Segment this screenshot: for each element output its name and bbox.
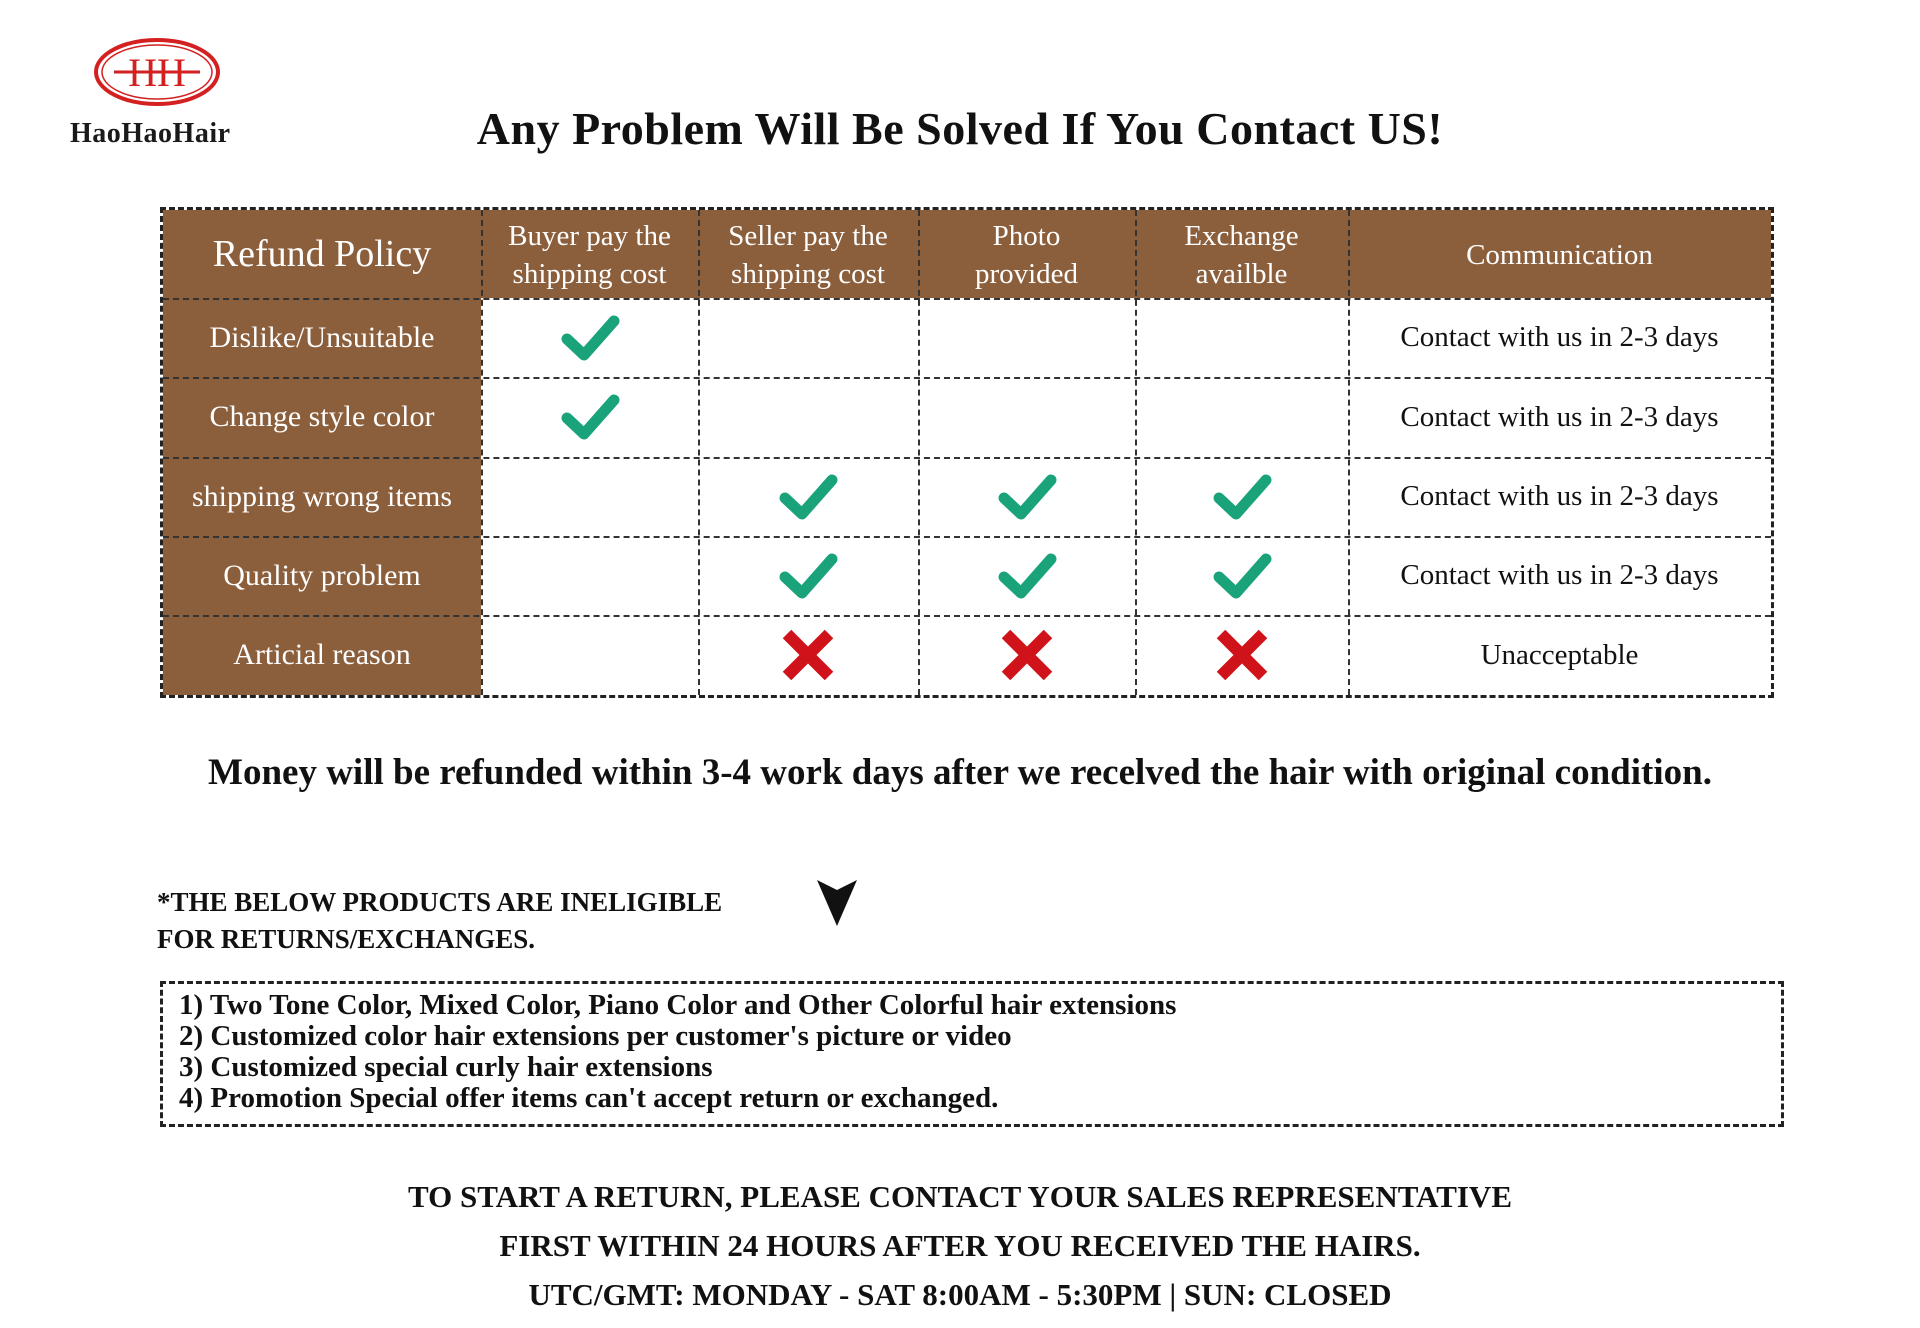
buyer-pay-mark-cell xyxy=(481,298,698,377)
row-label: shipping wrong items xyxy=(192,479,452,513)
business-hours: UTC/GMT: MONDAY - SAT 8:00AM - 5:30PM | SUN: CLOSED xyxy=(528,1277,1392,1312)
check-icon xyxy=(775,543,841,609)
header-communication: Communication xyxy=(1348,210,1771,298)
seller-pay-mark-cell xyxy=(698,615,918,695)
page-title: Any Problem Will Be Solved If You Contact US! xyxy=(476,103,1444,154)
row-divider xyxy=(163,298,1771,300)
column-divider xyxy=(1135,210,1137,695)
check-icon xyxy=(1209,464,1275,530)
buyer-pay-mark-cell xyxy=(481,536,698,615)
check-icon xyxy=(1209,543,1275,609)
table-row xyxy=(163,615,1771,695)
ineligible-heading-line1: *THE BELOW PRODUCTS ARE INELIGIBLE xyxy=(157,887,723,917)
seller-pay-mark-cell xyxy=(698,298,918,377)
header-exchange-available: Exchange availble xyxy=(1135,210,1348,298)
row-divider xyxy=(163,377,1771,379)
column-divider xyxy=(918,210,920,695)
communication-text: Contact with us in 2-3 days xyxy=(1400,559,1719,591)
table-row xyxy=(163,298,1771,377)
cross-icon xyxy=(1209,622,1275,688)
check-icon xyxy=(994,543,1060,609)
check-icon xyxy=(557,305,623,371)
row-label-cell xyxy=(163,536,481,615)
return-instructions-line1: TO START A RETURN, PLEASE CONTACT YOUR SALES REPRESENTATIVE xyxy=(408,1179,1512,1214)
photo-provided-mark-cell xyxy=(918,298,1135,377)
ineligible-heading-line2: FOR RETURNS/EXCHANGES. xyxy=(157,924,536,954)
photo-provided-mark-cell xyxy=(918,457,1135,536)
communication-text: Contact with us in 2-3 days xyxy=(1400,400,1719,433)
row-label: Articial reason xyxy=(233,638,411,671)
exchange-mark-cell xyxy=(1135,377,1348,457)
header-buyer-pay: Buyer pay the shipping cost xyxy=(481,210,698,298)
row-label: Quality problem xyxy=(223,558,421,592)
buyer-pay-mark-cell xyxy=(481,615,698,695)
communication-cell xyxy=(1348,615,1771,695)
row-label-cell xyxy=(163,298,481,377)
seller-pay-mark-cell xyxy=(698,457,918,536)
ineligible-heading xyxy=(157,884,722,958)
communication-cell xyxy=(1348,377,1771,457)
ineligible-items-list xyxy=(160,981,1784,1127)
communication-cell xyxy=(1348,457,1771,536)
communication-text: Unacceptable xyxy=(1480,638,1639,671)
arrow-down-icon xyxy=(817,880,857,926)
seller-pay-mark-cell xyxy=(698,377,918,457)
logo-mark-icon xyxy=(92,36,222,108)
cross-icon xyxy=(775,622,841,688)
row-divider xyxy=(163,615,1771,617)
column-divider xyxy=(481,210,483,695)
list-item: 4) Promotion Special offer items can't accept return or exchanged. xyxy=(179,1082,999,1114)
header-seller-pay: Seller pay the shipping cost xyxy=(698,210,918,298)
communication-text: Contact with us in 2-3 days xyxy=(1400,480,1719,512)
exchange-mark-cell xyxy=(1135,298,1348,377)
return-instructions-line2: FIRST WITHIN 24 HOURS AFTER YOU RECEIVED THE HAIRS. xyxy=(499,1228,1421,1263)
column-divider xyxy=(698,210,700,695)
check-icon xyxy=(557,384,623,450)
communication-cell xyxy=(1348,298,1771,377)
refund-timeline-note: Money will be refunded within 3-4 work days after we recelved the hair with original condition. xyxy=(208,752,1712,793)
header-photo-provided: Photo provided xyxy=(918,210,1135,298)
table-row xyxy=(163,457,1771,536)
header-refund-policy: Refund Policy xyxy=(163,210,481,298)
table-header-row xyxy=(163,210,1771,298)
return-instructions xyxy=(0,1172,1920,1319)
list-item: 3) Customized special curly hair extensions xyxy=(179,1051,713,1083)
exchange-mark-cell xyxy=(1135,615,1348,695)
seller-pay-mark-cell xyxy=(698,536,918,615)
row-label-cell xyxy=(163,377,481,457)
list-item: 2) Customized color hair extensions per customer's picture or video xyxy=(179,1020,1012,1052)
communication-text: Contact with us in 2-3 days xyxy=(1400,321,1719,353)
photo-provided-mark-cell xyxy=(918,615,1135,695)
buyer-pay-mark-cell xyxy=(481,377,698,457)
row-label: Dislike/Unsuitable xyxy=(209,320,435,354)
cross-icon xyxy=(994,622,1060,688)
row-divider xyxy=(163,457,1771,459)
communication-cell xyxy=(1348,536,1771,615)
buyer-pay-mark-cell xyxy=(481,457,698,536)
check-icon xyxy=(994,464,1060,530)
table-row xyxy=(163,536,1771,615)
photo-provided-mark-cell xyxy=(918,536,1135,615)
row-label: Change style color xyxy=(209,400,435,433)
exchange-mark-cell xyxy=(1135,536,1348,615)
table-row xyxy=(163,377,1771,457)
photo-provided-mark-cell xyxy=(918,377,1135,457)
row-label-cell xyxy=(163,615,481,695)
list-item: 1) Two Tone Color, Mixed Color, Piano Color and Other Colorful hair extensions xyxy=(179,989,1177,1021)
column-divider xyxy=(1348,210,1350,695)
row-label-cell xyxy=(163,457,481,536)
exchange-mark-cell xyxy=(1135,457,1348,536)
row-divider xyxy=(163,536,1771,538)
logo-mark-text: HH xyxy=(128,50,186,95)
check-icon xyxy=(775,464,841,530)
brand-name: HaoHaoHair xyxy=(70,118,231,149)
refund-policy-table xyxy=(160,207,1774,698)
